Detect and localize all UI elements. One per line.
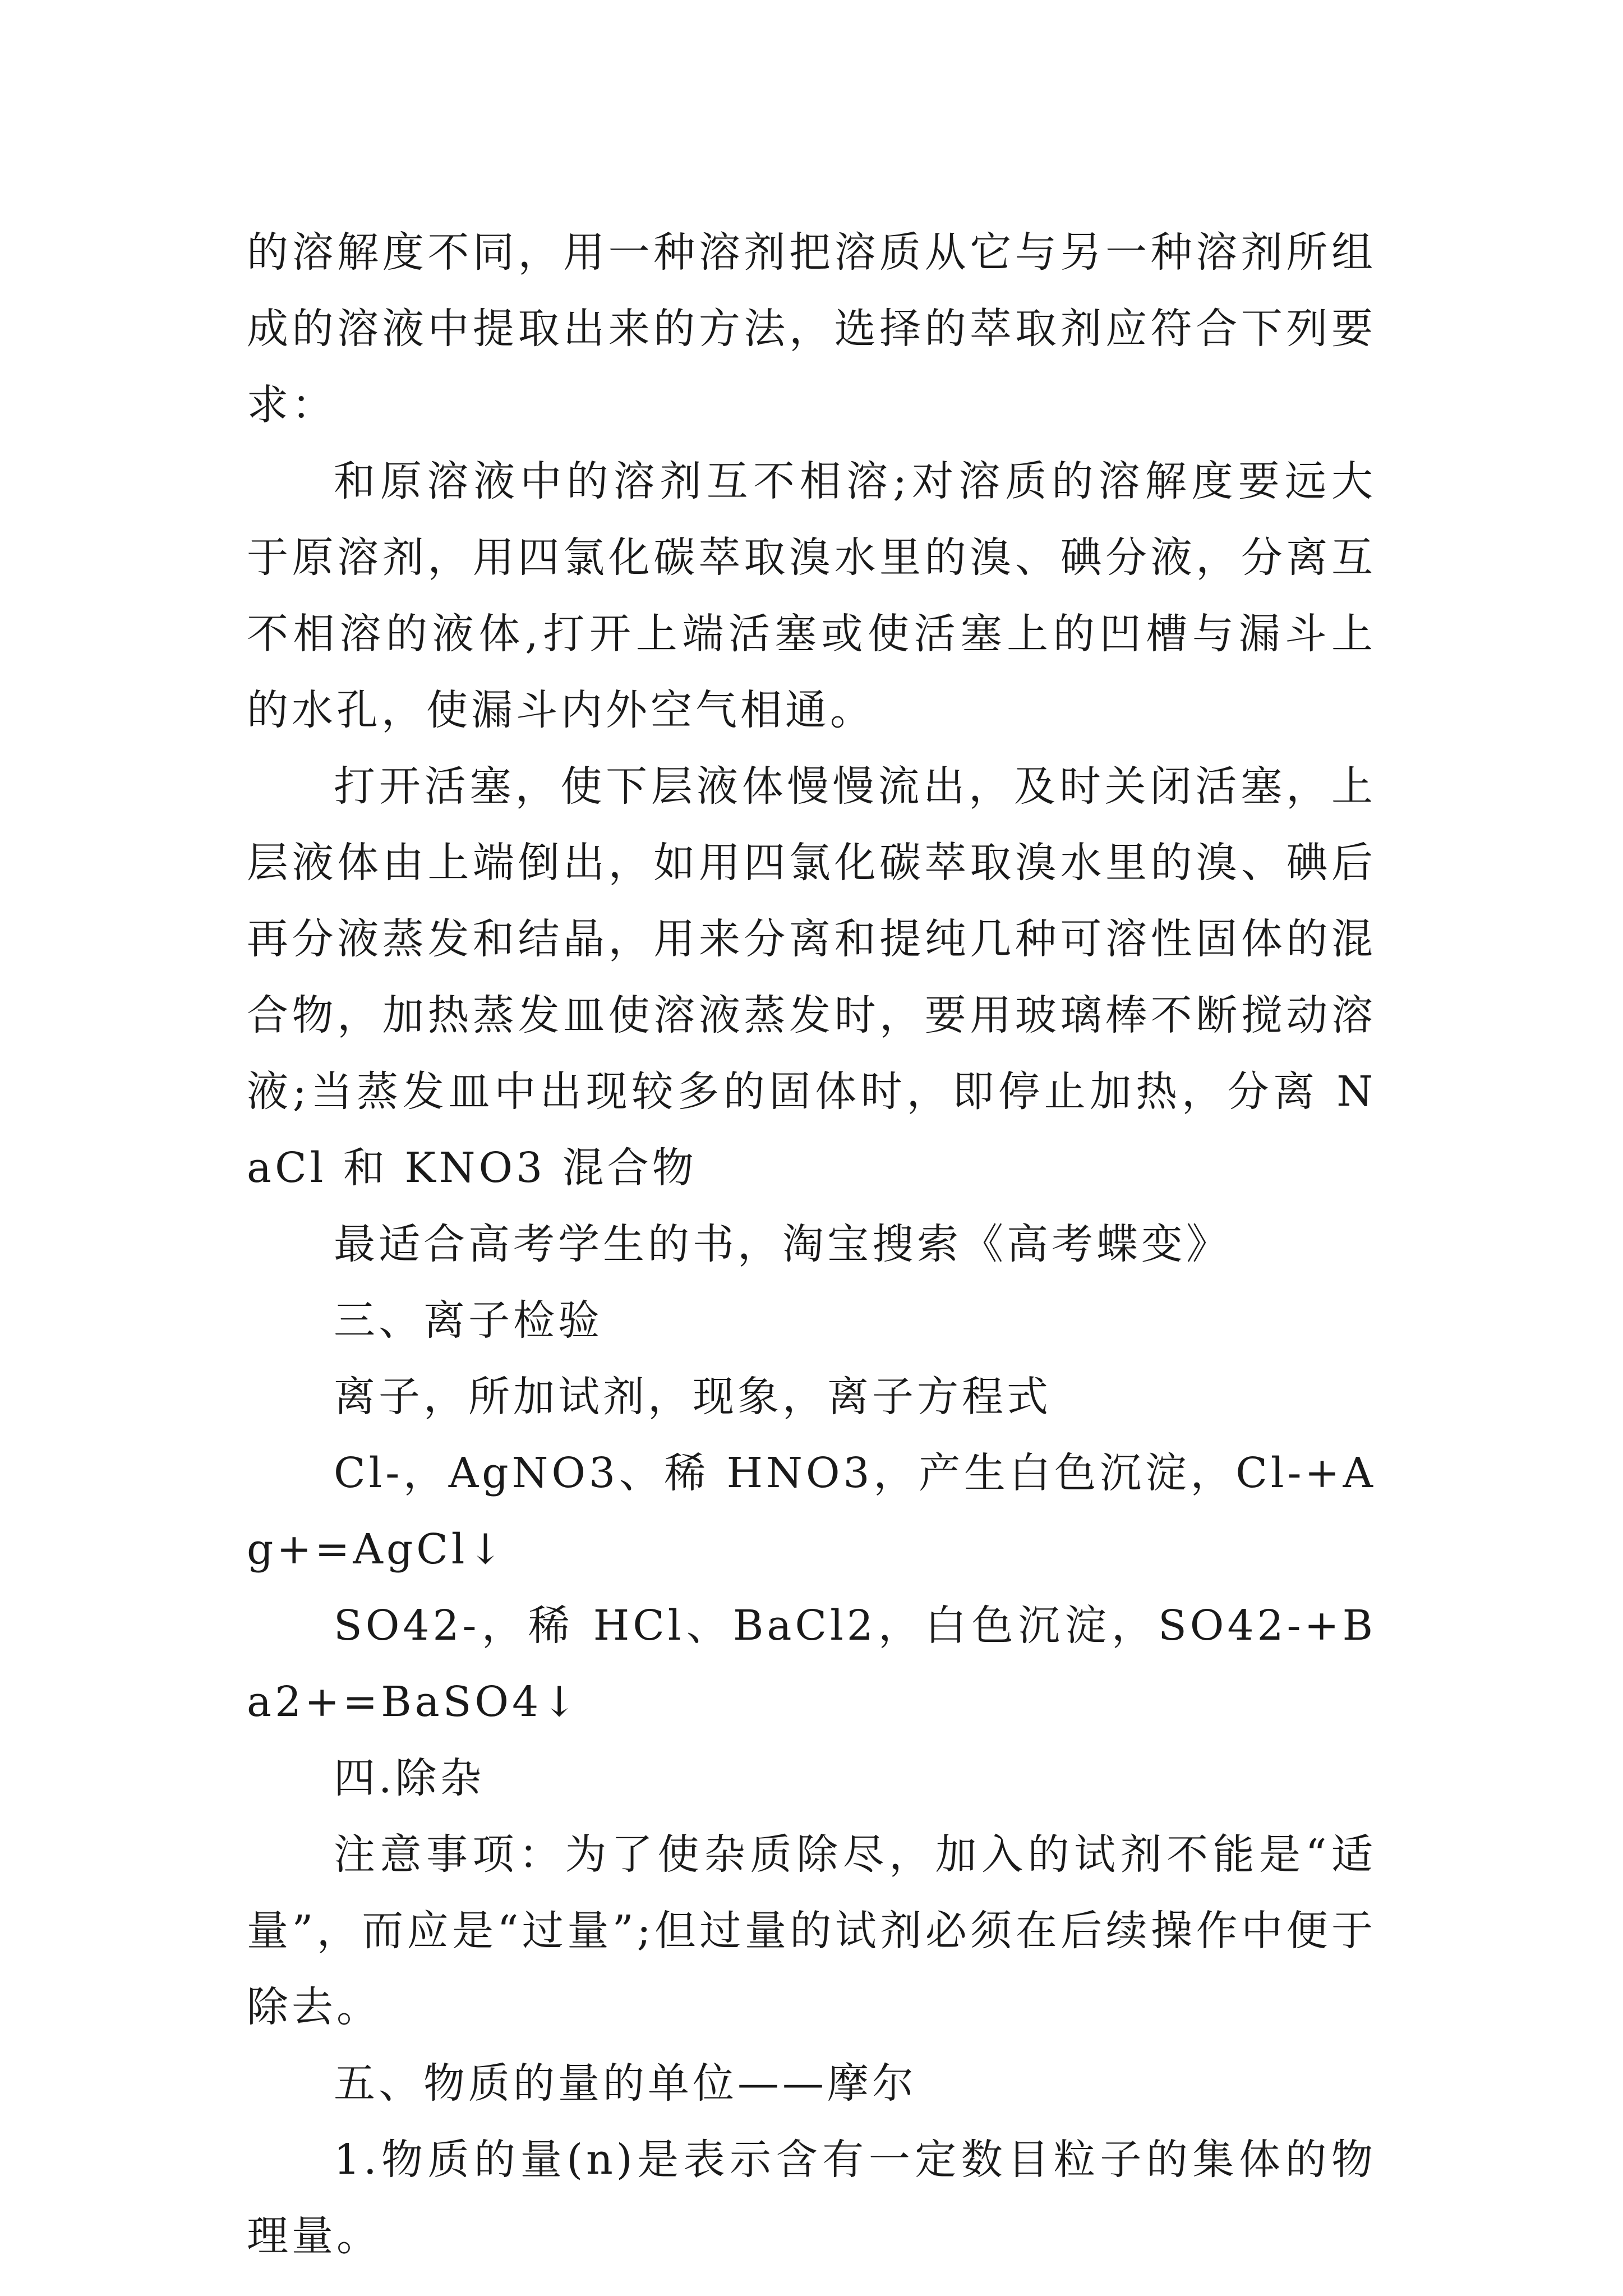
paragraph-amount-of-substance: 1.物质的量(n)是表示含有一定数目粒子的集体的物理量。: [247, 2136, 1376, 2260]
ion-test-chloride: Cl-，AgNO3、稀 HNO3，产生白色沉淀，Cl-+Ag+=AgCl↓: [247, 1449, 1376, 1573]
heading-ion-test: 三、离子检验: [334, 1296, 603, 1345]
body-text: [247, 214, 1376, 2274]
heading-impurity-removal: 四.除杂: [334, 1754, 485, 1802]
paragraph-extraction-requirements: 和原溶液中的溶剂互不相溶;对溶质的溶解度要远大于原溶剂，用四氯化碳萃取溴水里的溴、碘分液，分离互不相溶的液体,打开上端活塞或使活塞上的凹槽与漏斗上的水孔，使漏斗内外空气相通。: [247, 457, 1376, 734]
paragraph-separation-evaporation: 打开活塞，使下层液体慢慢流出，及时关闭活塞，上层液体由上端倒出，如用四氯化碳萃取溴水里的溴、碘后再分液蒸发和结晶，用来分离和提纯几种可溶性固体的混合物，加热蒸发皿使溶液蒸发时，要用玻璃棒不断搅动溶液;当蒸发皿中出现较多的固体时，即停止加热，分离 NaCl 和 KNO3 混合物: [247, 762, 1376, 1192]
ion-test-sulfate: SO42-，稀 HCl、BaCl2，白色沉淀，SO42-+Ba2+=BaSO4↓: [247, 1602, 1376, 1726]
paragraph-book-recommendation: 最适合高考学生的书，淘宝搜索《高考蝶变》: [334, 1220, 1231, 1268]
ion-test-header-row: 离子，所加试剂，现象，离子方程式: [334, 1373, 1052, 1421]
heading-mole-unit: 五、物质的量的单位——摩尔: [334, 2059, 917, 2108]
paragraph-solubility-continuation: 的溶解度不同，用一种溶剂把溶质从它与另一种溶剂所组成的溶液中提取出来的方法，选择的萃取剂应符合下列要求：: [247, 228, 1376, 429]
paragraph-impurity-notes: 注意事项：为了使杂质除尽，加入的试剂不能是“适量”，而应是“过量”;但过量的试剂必须在后续操作中便于除去。: [247, 1830, 1376, 2031]
